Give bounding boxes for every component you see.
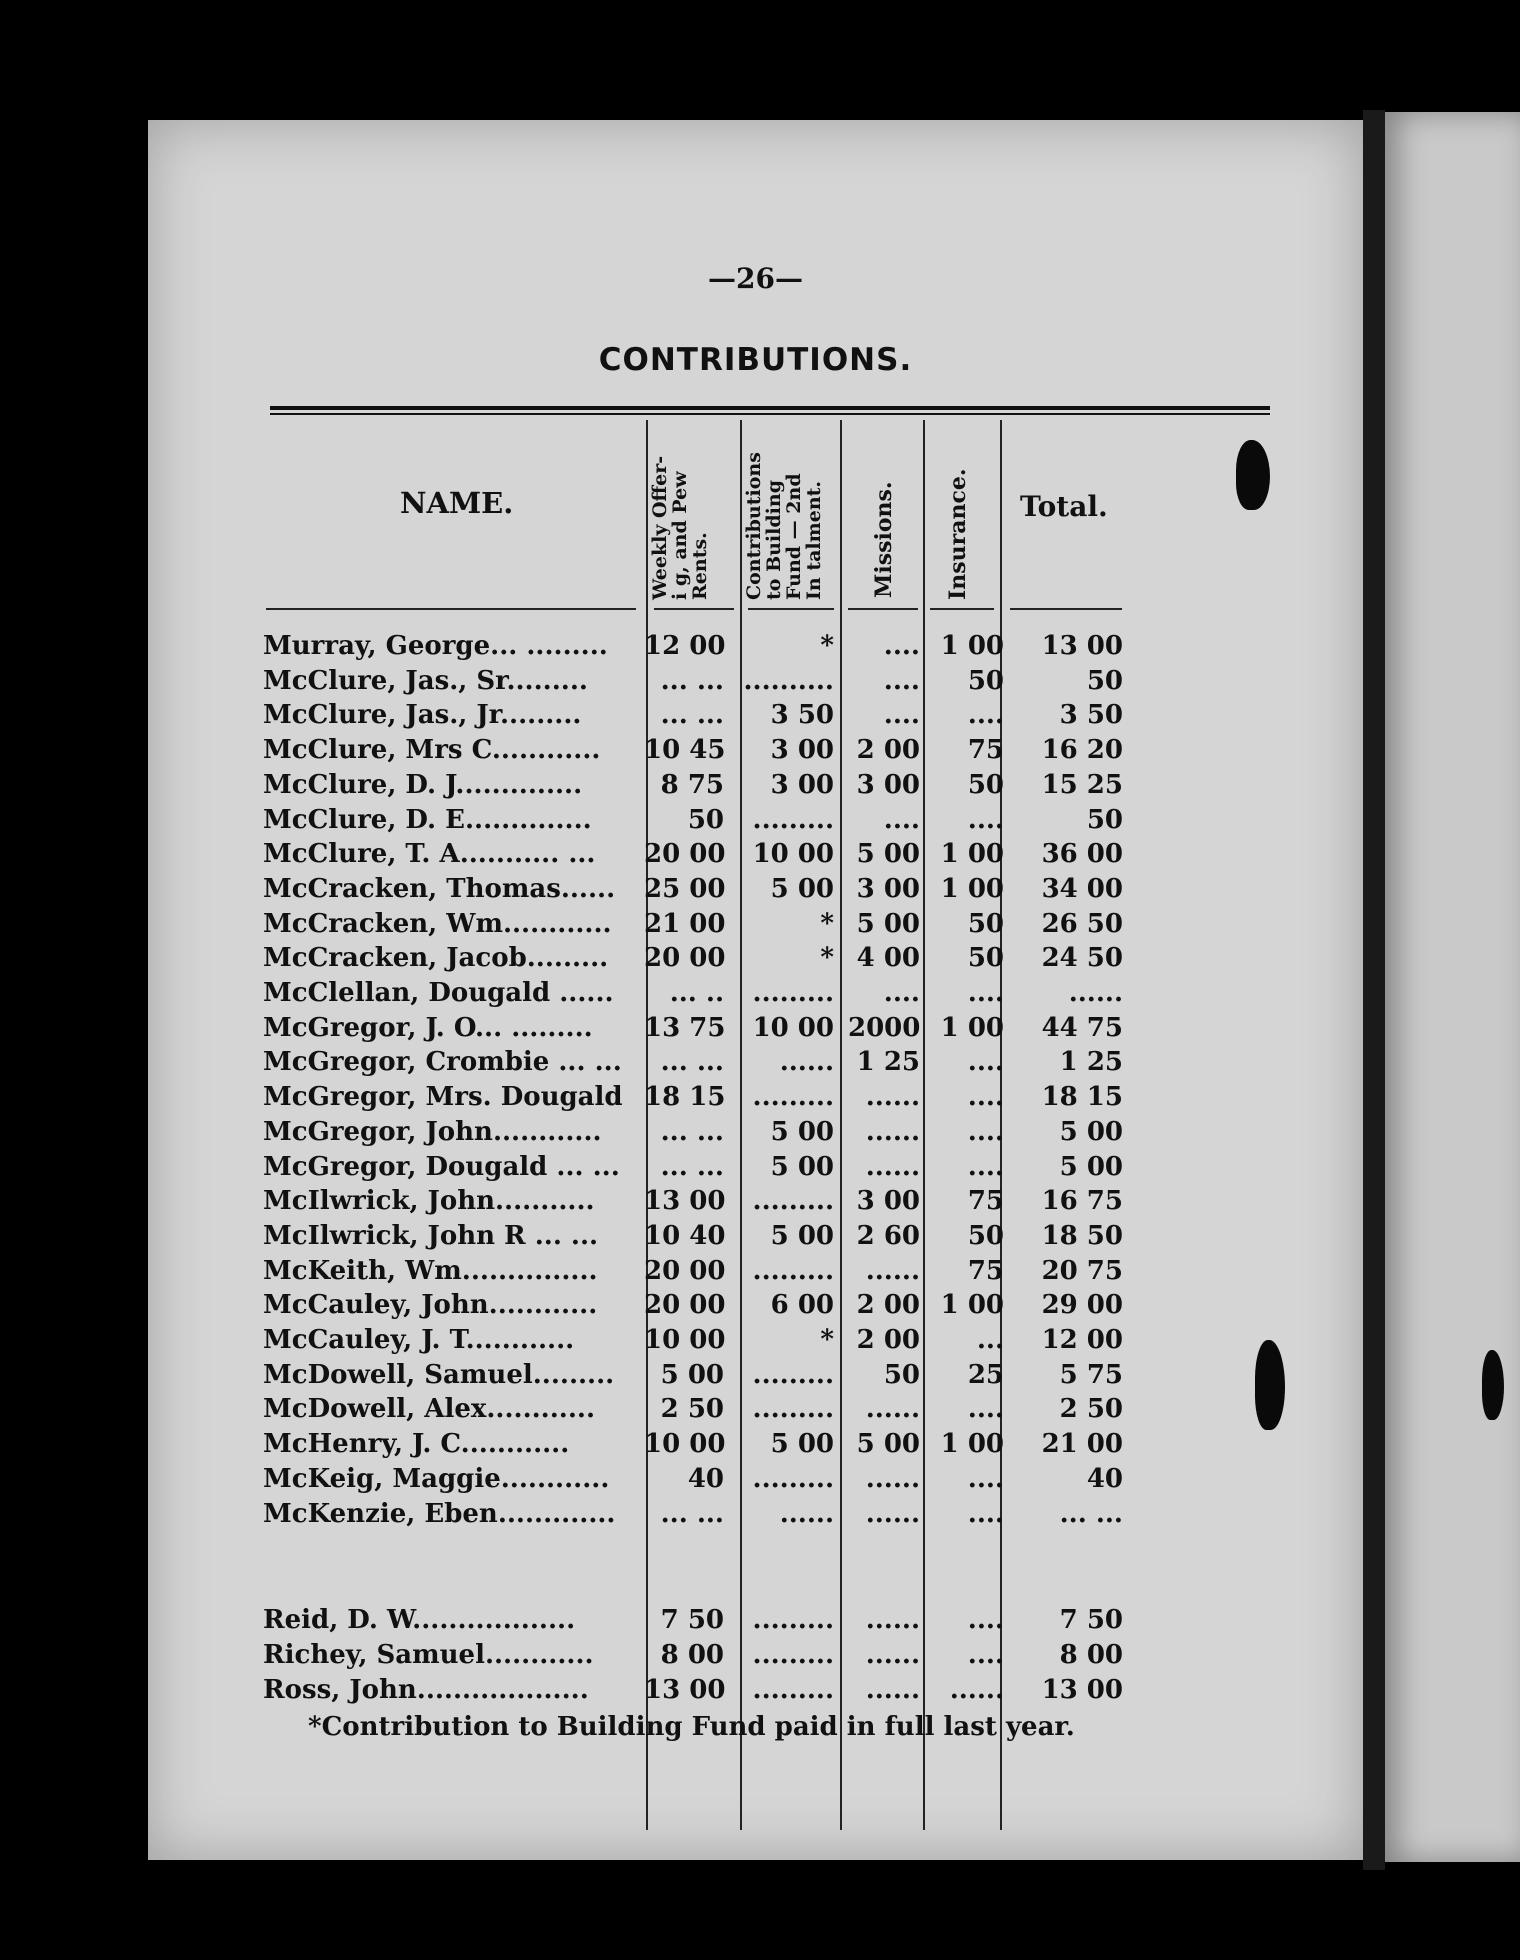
row-insurance: 1 00 — [940, 839, 1004, 870]
row-missions: .... — [883, 665, 920, 696]
page-number: —26— — [708, 262, 803, 295]
table-row — [148, 663, 1363, 699]
row-insurance: 75 — [967, 735, 1004, 766]
row-insurance: 75 — [967, 1186, 1004, 1217]
row-weekly: 20 00 — [644, 1255, 726, 1286]
row-name: McClure, Mrs C............ — [263, 735, 601, 766]
row-building: * — [820, 943, 834, 974]
row-weekly: ... ... — [660, 1498, 724, 1529]
row-weekly: 20 00 — [644, 943, 726, 974]
row-building: ...... — [779, 1498, 834, 1529]
row-name: McCauley, John............ — [263, 1290, 598, 1321]
table-row — [148, 1672, 1363, 1708]
row-total: 13 00 — [1041, 631, 1123, 661]
row-total: 40 — [1086, 1463, 1123, 1494]
row-building: ......... — [752, 1255, 834, 1286]
row-name: McGregor, Crombie ... ... — [263, 1047, 622, 1078]
row-missions: 2 00 — [856, 1325, 920, 1355]
row-weekly: 13 75 — [644, 1012, 726, 1043]
row-insurance: 1 00 — [940, 1012, 1004, 1043]
row-insurance: .... — [967, 1082, 1004, 1113]
row-missions: .... — [883, 804, 920, 835]
table-row — [148, 1079, 1363, 1115]
row-weekly: 10 00 — [644, 1429, 726, 1460]
row-name: McDowell, Samuel......... — [263, 1359, 615, 1390]
row-total: ...... — [1068, 978, 1123, 1008]
table-row — [148, 1287, 1363, 1323]
row-insurance: .... — [967, 1639, 1004, 1670]
row-name: McClure, D. J.............. — [263, 769, 583, 800]
table-row — [148, 836, 1363, 872]
row-insurance: 75 — [967, 1255, 1004, 1286]
header-underline — [930, 608, 994, 610]
row-weekly: 10 00 — [644, 1325, 726, 1355]
row-name: McClure, T. A........... ... — [263, 839, 596, 870]
table-row — [148, 975, 1363, 1011]
row-missions: ...... — [865, 1639, 920, 1670]
row-name: McClure, Jas., Sr......... — [263, 665, 588, 696]
row-missions: ...... — [865, 1394, 920, 1425]
binding-hole — [1255, 1340, 1285, 1430]
row-insurance: 1 00 — [940, 873, 1004, 904]
row-name: Richey, Samuel............ — [263, 1639, 594, 1670]
row-name: McClellan, Dougald ...... — [263, 978, 614, 1008]
row-total: 7 50 — [1059, 1605, 1123, 1636]
row-total: ... ... — [1059, 1498, 1123, 1529]
row-missions: ...... — [865, 1116, 920, 1147]
row-missions: 2000 — [848, 1012, 921, 1043]
row-total: 2 50 — [1059, 1394, 1123, 1425]
table-row — [148, 1496, 1363, 1532]
row-missions: ...... — [865, 1674, 920, 1705]
row-building: ......... — [752, 1463, 834, 1494]
row-total: 3 50 — [1059, 700, 1123, 731]
table-row — [148, 802, 1363, 838]
row-missions: 5 00 — [856, 1429, 920, 1460]
row-weekly: ... ... — [660, 665, 724, 696]
book-spine — [1363, 110, 1385, 1870]
row-weekly: 12 00 — [644, 631, 726, 661]
row-insurance: 50 — [967, 769, 1004, 800]
row-building: 6 00 — [770, 1290, 834, 1321]
row-missions: 2 00 — [856, 735, 920, 766]
table-row — [148, 1218, 1363, 1254]
row-name: Ross, John................... — [263, 1674, 589, 1705]
row-total: 5 75 — [1059, 1359, 1123, 1390]
row-building: ......... — [752, 1394, 834, 1425]
table-row — [148, 1114, 1363, 1150]
table-row — [148, 1044, 1363, 1080]
row-weekly: 20 00 — [644, 839, 726, 870]
row-building: 10 00 — [752, 1012, 834, 1043]
row-total: 16 20 — [1041, 735, 1123, 766]
row-name: McCauley, J. T............ — [263, 1325, 575, 1355]
row-total: 15 25 — [1041, 769, 1123, 800]
row-missions: ...... — [865, 1082, 920, 1113]
footnote: *Contribution to Building Fund paid in full last year. — [308, 1712, 1075, 1742]
table-row — [148, 1637, 1363, 1673]
row-total: 34 00 — [1041, 873, 1123, 904]
row-building: ......... — [752, 1639, 834, 1670]
row-total: 29 00 — [1041, 1290, 1123, 1321]
table-row — [148, 906, 1363, 942]
row-name: McHenry, J. C............ — [263, 1429, 570, 1460]
row-weekly: 21 00 — [644, 908, 726, 939]
row-total: 12 00 — [1041, 1325, 1123, 1355]
column-header-weekly: Weekly Offer- i g, and Pew Rents. — [649, 455, 711, 600]
row-building: ......... — [752, 804, 834, 835]
row-weekly: 8 75 — [660, 769, 724, 800]
row-building: * — [820, 1325, 834, 1355]
row-building: * — [820, 908, 834, 939]
row-insurance: .... — [967, 700, 1004, 731]
column-header-building: Contributions to Building Fund — 2nd In talment. — [743, 452, 825, 600]
row-insurance: .... — [967, 1151, 1004, 1182]
header-rule-top — [270, 406, 1270, 410]
table-row — [148, 1391, 1363, 1427]
row-insurance: .... — [967, 1605, 1004, 1636]
row-missions: 2 60 — [856, 1220, 920, 1251]
row-weekly: ... ... — [660, 1151, 724, 1182]
row-missions: .... — [883, 631, 920, 661]
row-name: McCracken, Jacob......... — [263, 943, 609, 974]
row-total: 8 00 — [1059, 1639, 1123, 1670]
row-missions: 3 00 — [856, 769, 920, 800]
row-insurance: 1 00 — [940, 631, 1004, 661]
row-insurance: 50 — [967, 665, 1004, 696]
row-insurance: ...... — [949, 1674, 1004, 1705]
page-heading: CONTRIBUTIONS. — [598, 342, 913, 378]
row-weekly: 5 00 — [660, 1359, 724, 1390]
row-name: Reid, D. W.................. — [263, 1605, 576, 1636]
row-name: McDowell, Alex............ — [263, 1394, 595, 1425]
header-rule-bottom — [270, 413, 1270, 415]
row-insurance: 50 — [967, 908, 1004, 939]
row-total: 18 15 — [1041, 1082, 1123, 1113]
row-weekly: ... ... — [660, 1116, 724, 1147]
table-row — [148, 732, 1363, 768]
row-weekly: 20 00 — [644, 1290, 726, 1321]
row-weekly: ... .. — [669, 978, 724, 1008]
row-name: McGregor, Mrs. Dougald — [263, 1082, 623, 1113]
row-weekly: ... ... — [660, 700, 724, 731]
row-missions: ...... — [865, 1463, 920, 1494]
row-insurance: 50 — [967, 943, 1004, 974]
row-building: ......... — [752, 1674, 834, 1705]
row-missions: ...... — [865, 1151, 920, 1182]
row-building: 5 00 — [770, 1220, 834, 1251]
table-row — [148, 1253, 1363, 1289]
binding-hole — [1482, 1350, 1504, 1420]
row-total: 5 00 — [1059, 1116, 1123, 1147]
row-building: ...... — [779, 1047, 834, 1078]
binding-hole — [1236, 440, 1270, 510]
header-underline — [848, 608, 918, 610]
row-insurance: .... — [967, 1394, 1004, 1425]
row-weekly: 13 00 — [644, 1186, 726, 1217]
row-missions: ...... — [865, 1605, 920, 1636]
row-missions: .... — [883, 700, 920, 731]
row-missions: 5 00 — [856, 839, 920, 870]
row-total: 5 00 — [1059, 1151, 1123, 1182]
row-building: ......... — [752, 978, 834, 1008]
table-row — [148, 1183, 1363, 1219]
row-weekly: 10 45 — [644, 735, 726, 766]
row-name: McKenzie, Eben............. — [263, 1498, 616, 1529]
row-weekly: 7 50 — [660, 1605, 724, 1636]
row-name: McCracken, Thomas...... — [263, 873, 616, 904]
row-building: 5 00 — [770, 873, 834, 904]
column-header-missions: Missions. — [871, 481, 897, 598]
table-row — [148, 871, 1363, 907]
row-building: 3 00 — [770, 769, 834, 800]
row-building: 3 00 — [770, 735, 834, 766]
row-missions: 3 00 — [856, 1186, 920, 1217]
row-name: McGregor, John............ — [263, 1116, 602, 1147]
header-underline — [266, 608, 636, 610]
row-building: ......... — [752, 1186, 834, 1217]
row-total: 1 25 — [1059, 1047, 1123, 1078]
table-row — [148, 1602, 1363, 1638]
row-building: 5 00 — [770, 1116, 834, 1147]
row-building: * — [820, 631, 834, 661]
row-total: 44 75 — [1041, 1012, 1123, 1043]
row-weekly: 8 00 — [660, 1639, 724, 1670]
row-name: McKeig, Maggie............ — [263, 1463, 610, 1494]
table-row — [148, 940, 1363, 976]
adjacent-page-edge — [1385, 112, 1520, 1862]
row-total: 21 00 — [1041, 1429, 1123, 1460]
row-total: 50 — [1086, 665, 1123, 696]
row-missions: 5 00 — [856, 908, 920, 939]
row-building: ......... — [752, 1082, 834, 1113]
row-total: 20 75 — [1041, 1255, 1123, 1286]
row-weekly: 25 00 — [644, 873, 726, 904]
row-insurance: 1 00 — [940, 1429, 1004, 1460]
row-missions: 50 — [883, 1359, 920, 1390]
row-insurance: 25 — [967, 1359, 1004, 1390]
row-insurance: .... — [967, 1047, 1004, 1078]
column-header-insurance: Insurance. — [945, 468, 971, 600]
table-row — [148, 697, 1363, 733]
row-name: McClure, D. E.............. — [263, 804, 592, 835]
row-weekly: ... ... — [660, 1047, 724, 1078]
row-name: McGregor, J. O... ......... — [263, 1012, 593, 1043]
row-missions: .... — [883, 978, 920, 1008]
row-total: 16 75 — [1041, 1186, 1123, 1217]
row-building: ......... — [752, 1359, 834, 1390]
row-total: 24 50 — [1041, 943, 1123, 974]
row-building: .......... — [743, 665, 834, 696]
row-total: 18 50 — [1041, 1220, 1123, 1251]
row-missions: 1 25 — [856, 1047, 920, 1078]
row-weekly: 2 50 — [660, 1394, 724, 1425]
row-insurance: .... — [967, 1498, 1004, 1529]
row-insurance: .... — [967, 1116, 1004, 1147]
row-total: 36 00 — [1041, 839, 1123, 870]
table-row — [148, 1149, 1363, 1185]
table-row — [148, 1010, 1363, 1046]
row-weekly: 50 — [687, 804, 724, 835]
row-name: McCracken, Wm............ — [263, 908, 612, 939]
row-insurance: .... — [967, 978, 1004, 1008]
row-total: 26 50 — [1041, 908, 1123, 939]
row-name: McIlwrick, John R ... ... — [263, 1220, 599, 1251]
row-insurance: 1 00 — [940, 1290, 1004, 1321]
header-underline — [1010, 608, 1122, 610]
row-insurance: .... — [967, 1463, 1004, 1494]
row-name: McGregor, Dougald ... ... — [263, 1151, 620, 1182]
row-total: 50 — [1086, 804, 1123, 835]
row-weekly: 18 15 — [644, 1082, 726, 1113]
row-missions: 4 00 — [856, 943, 920, 974]
header-underline — [748, 608, 834, 610]
row-weekly: 40 — [687, 1463, 724, 1494]
row-insurance: ... — [976, 1325, 1004, 1355]
row-name: McKeith, Wm............... — [263, 1255, 598, 1286]
row-missions: 2 00 — [856, 1290, 920, 1321]
header-underline — [654, 608, 734, 610]
row-name: McIlwrick, John........... — [263, 1186, 595, 1217]
book-page — [148, 120, 1363, 1860]
column-header-name: NAME. — [400, 486, 514, 520]
row-building: 10 00 — [752, 839, 834, 870]
table-row — [148, 1322, 1363, 1358]
row-total: 13 00 — [1041, 1674, 1123, 1705]
row-building: ......... — [752, 1605, 834, 1636]
row-building: 3 50 — [770, 700, 834, 731]
row-building: 5 00 — [770, 1429, 834, 1460]
row-missions: ...... — [865, 1255, 920, 1286]
table-row — [148, 1461, 1363, 1497]
row-missions: 3 00 — [856, 873, 920, 904]
row-name: Murray, George... ......... — [263, 631, 608, 661]
row-weekly: 13 00 — [644, 1674, 726, 1705]
row-insurance: .... — [967, 804, 1004, 835]
row-name: McClure, Jas., Jr......... — [263, 700, 582, 731]
row-missions: ...... — [865, 1498, 920, 1529]
table-row — [148, 1357, 1363, 1393]
row-building: 5 00 — [770, 1151, 834, 1182]
table-row — [148, 767, 1363, 803]
column-header-total: Total. — [1020, 490, 1108, 523]
table-row — [148, 628, 1363, 664]
row-weekly: 10 40 — [644, 1220, 726, 1251]
row-insurance: 50 — [967, 1220, 1004, 1251]
table-row — [148, 1426, 1363, 1462]
